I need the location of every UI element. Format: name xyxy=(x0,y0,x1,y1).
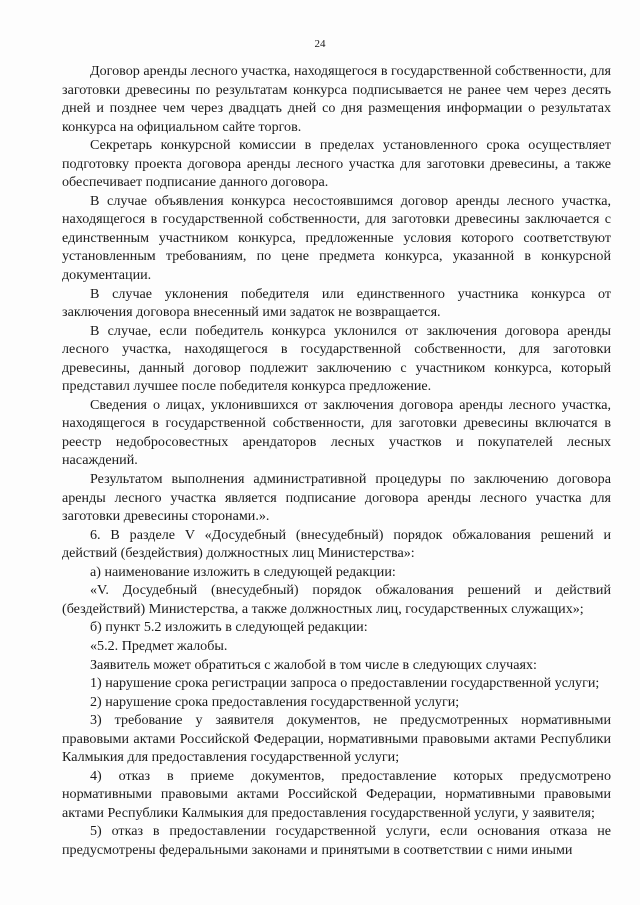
paragraph: 2) нарушение срока предоставления государственной услуги; xyxy=(90,693,460,710)
paragraph: Сведения о лицах, уклонившихся от заключения договора аренды лесного участка, находящегося в государственной собственности, для заготовки древесины включатся в реестр недобросовестных арендаторов лесных участков и покупателей лесных насаждений. xyxy=(62,396,611,469)
paragraph: Заявитель может обратиться с жалобой в том числе в следующих случаях: xyxy=(90,656,537,673)
paragraph: Результатом выполнения административной процедуры по заключению договора аренды лесного участка является подписание договора аренды лесного участка для заготовки древесины сторонами.». xyxy=(62,471,611,525)
paragraph: Договор аренды лесного участка, находящегося в государственной собственности, для заготовки древесины по результатам конкурса подписывается не ранее чем через десять дней и позднее чем через двадцать дней со дня размещения информации о результатах конкурса на официальном сайте торгов. xyxy=(62,63,611,135)
document-body xyxy=(62,62,611,860)
page-number: 24 xyxy=(314,38,326,50)
paragraph: 6. В разделе V «Досудебный (внесудебный) порядок обжалования решений и действий (бездействия) должностных лиц Министерства»: xyxy=(62,526,611,562)
paragraph: В случае объявления конкурса несостоявшимся договор аренды лесного участка, находящегося в государственной собственности, для заготовки древесины заключается с единственным участником конкурса, предложенные условия которого соответствуют установленным требованиям, по цене предмета конкурса, указанной в конкурсной документации. xyxy=(62,192,611,284)
paragraph: 4) отказ в приеме документов, предоставление которых предусмотрено нормативными правовыми актами Российской Федерации, нормативными правовыми актами Республики Калмыкия для предоставления государственной услуги, у заявителя; xyxy=(62,767,611,821)
paragraph: 5) отказ в предоставлении государственной услуги, если основания отказа не предусмотрены федеральными законами и принятыми в соответствии с ними иными xyxy=(62,823,611,858)
paragraph: 1) нарушение срока регистрации запроса о предоставлении государственной услуги; xyxy=(90,675,600,692)
paragraph: б) пункт 5.2 изложить в следующей редакции: xyxy=(90,619,368,636)
paragraph: Секретарь конкурсной комиссии в пределах установленного срока осуществляет подготовку проекта договора аренды лесного участка для заготовки древесины, а также обеспечивает подписание данного договора. xyxy=(62,137,611,191)
paragraph: 3) требование у заявителя документов, не предусмотренных нормативными правовыми актами Российской Федерации, нормативными правовыми актами Республики Калмыкия для предоставления государственной услуги; xyxy=(62,712,611,766)
paragraph: В случае, если победитель конкурса уклонился от заключения договора аренды лесного участка, находящегося в государственной собственности, для заготовки древесины, данный договор подлежит заключению с участником конкурса, который представил лучшее после победителя конкурса предложение. xyxy=(62,322,611,395)
paragraph: «V. Досудебный (внесудебный) порядок обжалования решений и действий (бездействий) Министерства, а также должностных лиц, государственных служащих»; xyxy=(62,582,611,617)
paragraph: а) наименование изложить в следующей редакции: xyxy=(90,563,396,580)
paragraph: В случае уклонения победителя или единственного участника конкурса от заключения договора внесенный ими задаток не возвращается. xyxy=(62,285,611,321)
paragraph: «5.2. Предмет жалобы. xyxy=(90,637,228,654)
